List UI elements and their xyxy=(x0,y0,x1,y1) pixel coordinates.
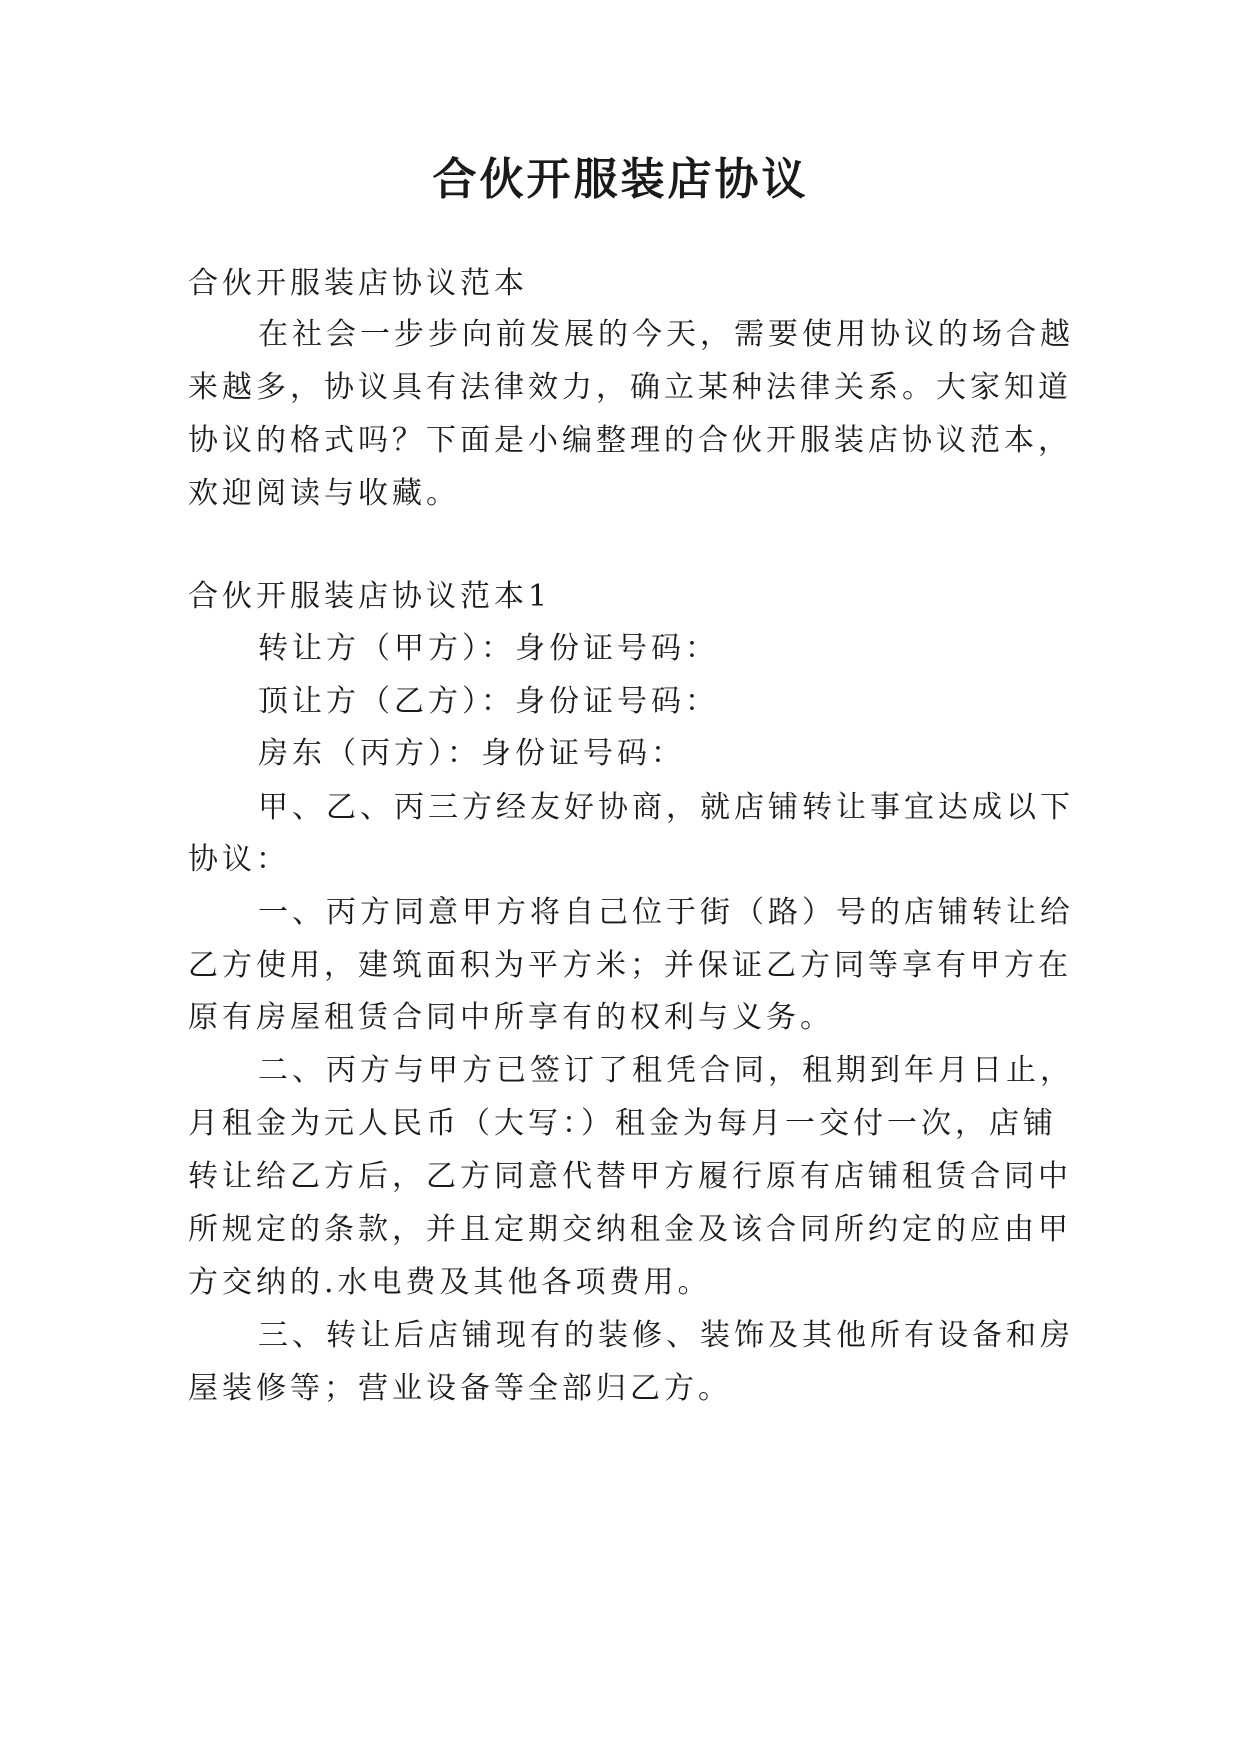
clause1-line-1: 一、丙方同意甲方将自己位于街（路）号的店铺转让给 xyxy=(258,895,1074,930)
intro-line-4: 欢迎阅读与收藏。 xyxy=(188,476,460,511)
clause2-line-4: 所规定的条款，并且定期交纳租金及该合同所约定的应由甲 xyxy=(188,1212,1072,1247)
preamble-line-2: 协议： xyxy=(188,842,290,877)
party-landlord: 房东（丙方）：身份证号码： xyxy=(258,736,685,771)
section-heading: 合伙开服装店协议范本1 xyxy=(188,579,552,614)
intro-line-3: 协议的格式吗？下面是小编整理的合伙开服装店协议范本， xyxy=(188,423,1072,458)
intro-line-1: 在社会一步步向前发展的今天，需要使用协议的场合越 xyxy=(258,317,1074,352)
party-transferee: 顶让方（乙方）：身份证号码： xyxy=(258,684,719,719)
clause1-line-2: 乙方使用，建筑面积为平方米；并保证乙方同等享有甲方在 xyxy=(188,948,1072,983)
intro-line-2: 来越多，协议具有法律效力，确立某种法律关系。大家知道 xyxy=(188,370,1072,405)
clause1-line-3: 原有房屋租赁合同中所享有的权利与义务。 xyxy=(188,1000,834,1035)
clause2-line-1: 二、丙方与甲方已签订了租凭合同，租期到年月日止， xyxy=(258,1053,1074,1088)
clause2-line-3: 转让给乙方后，乙方同意代替甲方履行原有店铺租赁合同中 xyxy=(188,1159,1072,1194)
party-transferor: 转让方（甲方）：身份证号码： xyxy=(258,631,719,666)
document-heading: 合伙开服装店协议范本 xyxy=(188,266,528,301)
clause3-line-1: 三、转让后店铺现有的装修、装饰及其他所有设备和房 xyxy=(258,1318,1074,1353)
preamble-line-1: 甲、乙、丙三方经友好协商，就店铺转让事宜达成以下 xyxy=(258,790,1074,825)
document-title: 合伙开服装店协议 xyxy=(432,154,809,205)
clause2-line-2: 月租金为元人民币（大写：）租金为每月一交付一次，店铺 xyxy=(188,1106,1057,1141)
clause2-line-5: 方交纳的.水电费及其他各项费用。 xyxy=(188,1265,712,1300)
clause3-line-2: 屋装修等；营业设备等全部归乙方。 xyxy=(188,1371,732,1406)
